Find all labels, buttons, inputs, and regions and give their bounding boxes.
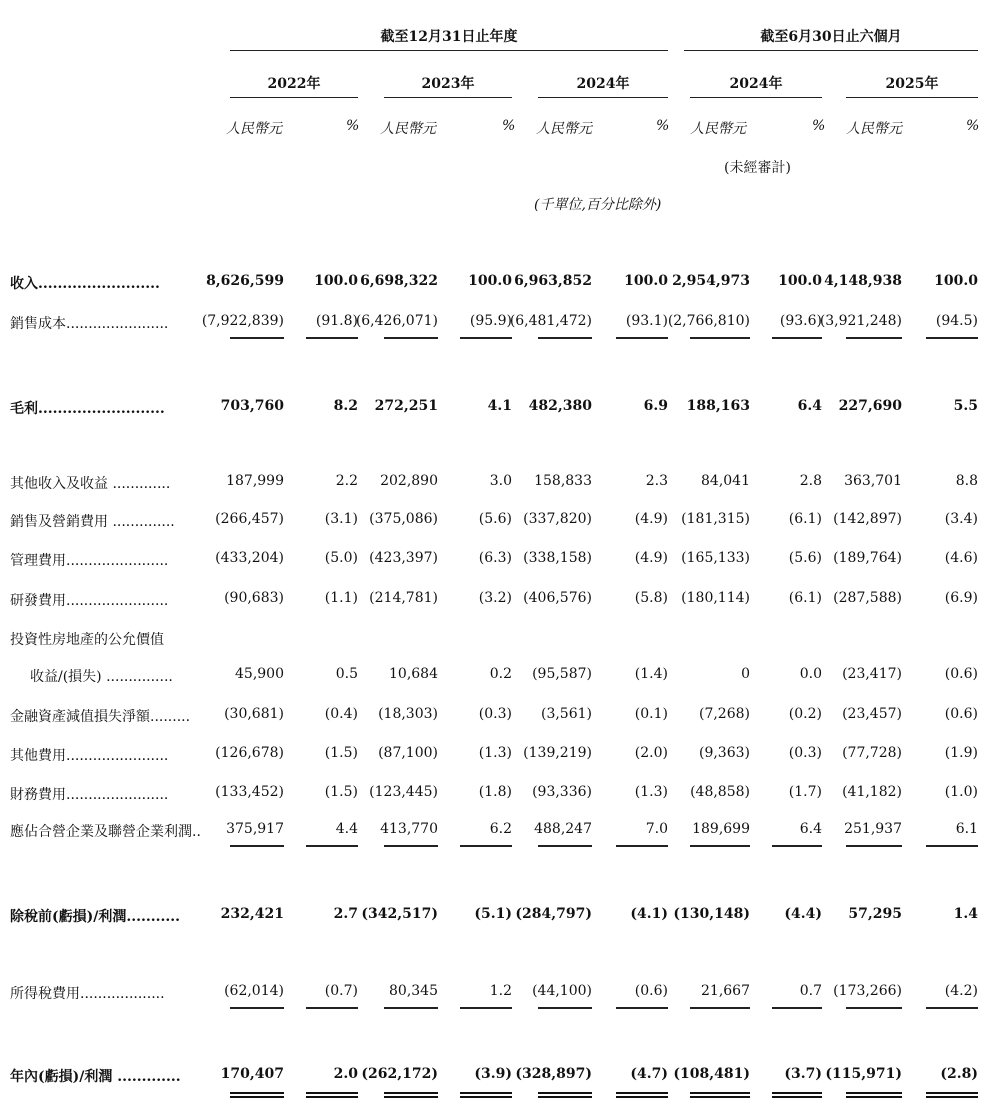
subtotal-rule	[616, 1007, 668, 1009]
unit-pct: %	[966, 118, 980, 134]
cell: (2.8)	[940, 1066, 978, 1082]
cell: 170,407	[220, 1066, 284, 1082]
row-label-profit-for-year: 年內(虧損)/利潤 .............	[10, 1069, 181, 1085]
cell: (328,897)	[515, 1066, 592, 1082]
cell: 6,698,322	[360, 273, 438, 289]
cell: (93,336)	[532, 784, 592, 800]
cell: (3.4)	[944, 511, 978, 527]
subtotal-rule	[460, 1007, 512, 1009]
cell: 2.2	[335, 473, 358, 489]
cell: (5.6)	[478, 511, 512, 527]
cell: (4.7)	[630, 1066, 668, 1082]
cell: (95,587)	[532, 666, 592, 682]
cell: 8.8	[955, 473, 978, 489]
cell: 1.2	[489, 983, 512, 999]
cell: 100.0	[624, 273, 668, 289]
year-rule	[538, 97, 668, 98]
cell: (0.3)	[788, 745, 822, 761]
cell: (3,921,248)	[819, 313, 902, 329]
cell: (87,100)	[378, 745, 438, 761]
total-double-rule	[460, 1092, 512, 1098]
cell: 6.4	[799, 821, 822, 837]
row-label-finance-costs: 財務費用.......................	[10, 787, 169, 803]
row-label-admin-expenses: 管理費用.......................	[10, 553, 169, 569]
cell: (181,315)	[681, 511, 750, 527]
thousand-note: (千單位,百分比除外)	[534, 197, 662, 213]
cell: 189,699	[692, 821, 750, 837]
cell: 3.0	[489, 473, 512, 489]
cell: 6,963,852	[514, 273, 592, 289]
cell: (375,086)	[369, 511, 438, 527]
cell: (94.5)	[935, 313, 978, 329]
cell: (189,764)	[833, 550, 902, 566]
cell: (123,445)	[369, 784, 438, 800]
cell: 6.9	[643, 398, 668, 414]
cell: 488,247	[534, 821, 592, 837]
cell: 57,295	[848, 906, 902, 922]
subtotal-rule	[306, 845, 358, 847]
cell: (9,363)	[698, 745, 750, 761]
row-label-rnd-expenses: 研發費用.......................	[10, 593, 169, 609]
cell: 251,937	[844, 821, 902, 837]
cell: (1.0)	[944, 784, 978, 800]
cell: (284,797)	[515, 906, 592, 922]
header-rule-half	[684, 50, 978, 51]
cell: (23,457)	[842, 706, 902, 722]
cell: (6,426,071)	[355, 313, 438, 329]
total-double-rule	[384, 1092, 438, 1098]
cell: (115,971)	[825, 1066, 902, 1082]
subtotal-rule	[690, 337, 750, 339]
cell: 363,701	[844, 473, 902, 489]
cell: 8,626,599	[206, 273, 284, 289]
cell: (0.3)	[478, 706, 512, 722]
unit-rmb: 人民幣元	[690, 121, 746, 137]
cell: 413,770	[380, 821, 438, 837]
cell: (3.2)	[478, 590, 512, 606]
cell: (23,417)	[842, 666, 902, 682]
cell: 100.0	[934, 273, 978, 289]
cell: 227,690	[838, 398, 902, 414]
cell: 0.0	[799, 666, 822, 682]
cell: (173,266)	[833, 983, 902, 999]
year-rule	[384, 97, 512, 98]
cell: 100.0	[314, 273, 358, 289]
cell: (1.9)	[944, 745, 978, 761]
cell: (1.8)	[478, 784, 512, 800]
subtotal-rule	[846, 845, 902, 847]
cell: (4.4)	[784, 906, 822, 922]
cell: (108,481)	[673, 1066, 750, 1082]
cell: (93.6)	[779, 313, 822, 329]
cell: 6.4	[797, 398, 822, 414]
cell: 4.1	[487, 398, 512, 414]
total-double-rule	[772, 1092, 822, 1098]
cell: (337,820)	[523, 511, 592, 527]
unit-rmb: 人民幣元	[536, 121, 592, 137]
subtotal-rule	[384, 337, 438, 339]
cell: (5.1)	[474, 906, 512, 922]
cell: (41,182)	[842, 784, 902, 800]
cell: 482,380	[528, 398, 592, 414]
row-label-income-tax: 所得稅費用...................	[10, 986, 165, 1002]
cell: (1.3)	[478, 745, 512, 761]
year-rule	[230, 97, 358, 98]
cell: 2.8	[799, 473, 822, 489]
subtotal-rule	[690, 845, 750, 847]
header-group-year: 截至12月31日止年度	[380, 29, 518, 45]
year-rule	[846, 97, 978, 98]
unit-pct: %	[346, 118, 360, 134]
year-header-2024-half: 2024年	[729, 76, 783, 92]
subtotal-rule	[230, 845, 284, 847]
subtotal-rule	[846, 1007, 902, 1009]
cell: 7.0	[645, 821, 668, 837]
subtotal-rule	[616, 845, 668, 847]
cell: (62,014)	[224, 983, 284, 999]
cell: (93.1)	[625, 313, 668, 329]
total-double-rule	[538, 1092, 592, 1098]
cell: (130,148)	[673, 906, 750, 922]
cell: (48,858)	[690, 784, 750, 800]
cell: (6.9)	[944, 590, 978, 606]
unit-rmb: 人民幣元	[380, 121, 436, 137]
total-double-rule	[306, 1092, 358, 1098]
cell: (18,303)	[378, 706, 438, 722]
cell: (1.3)	[634, 784, 668, 800]
row-label-impairment: 金融資產減值損失淨額.........	[10, 709, 191, 725]
cell: 0.5	[335, 666, 358, 682]
cell: 703,760	[220, 398, 284, 414]
row-label-cost-of-sales: 銷售成本.......................	[10, 316, 169, 332]
total-double-rule	[690, 1092, 750, 1098]
cell: 0	[741, 666, 750, 682]
cell: (6.1)	[788, 590, 822, 606]
cell: (142,897)	[833, 511, 902, 527]
cell: (342,517)	[361, 906, 438, 922]
subtotal-rule	[306, 1007, 358, 1009]
cell: 0.7	[799, 983, 822, 999]
cell: (3.1)	[324, 511, 358, 527]
subtotal-rule	[926, 845, 978, 847]
cell: 45,900	[235, 666, 284, 682]
row-label-investment-property: 收益/(損失) ...............	[30, 669, 173, 685]
cell: 100.0	[778, 273, 822, 289]
cell: (165,133)	[681, 550, 750, 566]
subtotal-rule	[538, 337, 592, 339]
cell: 21,667	[701, 983, 750, 999]
cell: (3.9)	[474, 1066, 512, 1082]
row-label-revenue: 收入.........................	[10, 276, 160, 292]
cell: (6.3)	[478, 550, 512, 566]
subtotal-rule	[772, 1007, 822, 1009]
cell: (0.2)	[788, 706, 822, 722]
subtotal-rule	[384, 1007, 438, 1009]
subtotal-rule	[384, 845, 438, 847]
cell: (6.1)	[788, 511, 822, 527]
cell: (287,588)	[833, 590, 902, 606]
cell: (44,100)	[532, 983, 592, 999]
cell: (433,204)	[215, 550, 284, 566]
cell: (180,114)	[681, 590, 750, 606]
cell: 100.0	[468, 273, 512, 289]
cell: (1.1)	[324, 590, 358, 606]
row-label-selling-expenses: 銷售及營銷費用 ..............	[10, 514, 175, 530]
cell: 2.0	[333, 1066, 358, 1082]
cell: (0.6)	[944, 666, 978, 682]
subtotal-rule	[846, 337, 902, 339]
cell: 188,163	[686, 398, 750, 414]
row-label-profit-before-tax: 除稅前(虧損)/利潤...........	[10, 909, 180, 925]
cell: (1.7)	[788, 784, 822, 800]
unit-pct: %	[502, 118, 516, 134]
cell: (2,766,810)	[667, 313, 750, 329]
cell: 80,345	[389, 983, 438, 999]
cell: 2.7	[333, 906, 358, 922]
total-double-rule	[926, 1092, 978, 1098]
subtotal-rule	[460, 845, 512, 847]
cell: (406,576)	[523, 590, 592, 606]
cell: (6,481,472)	[509, 313, 592, 329]
cell: (0.1)	[634, 706, 668, 722]
total-double-rule	[230, 1092, 284, 1098]
cell: 5.5	[953, 398, 978, 414]
cell: (7,268)	[698, 706, 750, 722]
cell: (3.7)	[784, 1066, 822, 1082]
row-label-share-of-profits: 應佔合營企業及聯營企業利潤..	[10, 824, 201, 840]
cell: (4.9)	[634, 550, 668, 566]
cell: (214,781)	[369, 590, 438, 606]
unit-pct: %	[656, 118, 670, 134]
cell: (2.0)	[634, 745, 668, 761]
cell: (338,158)	[523, 550, 592, 566]
cell: (4.9)	[634, 511, 668, 527]
cell: (0.7)	[324, 983, 358, 999]
cell: (4.2)	[944, 983, 978, 999]
subtotal-rule	[926, 337, 978, 339]
cell: (139,219)	[523, 745, 592, 761]
cell: 232,421	[220, 906, 284, 922]
cell: 2.3	[645, 473, 668, 489]
cell: (1.4)	[634, 666, 668, 682]
row-label-investment-property-line1: 投資性房地產的公允價值	[10, 632, 164, 648]
row-label-other-expenses: 其他費用.......................	[10, 748, 169, 764]
unit-pct: %	[812, 118, 826, 134]
subtotal-rule	[690, 1007, 750, 1009]
year-rule	[690, 97, 822, 98]
cell: 4.4	[335, 821, 358, 837]
cell: 0.2	[489, 666, 512, 682]
cell: (423,397)	[369, 550, 438, 566]
cell: (126,678)	[215, 745, 284, 761]
header-group-half: 截至6月30日止六個月	[760, 29, 902, 45]
unit-rmb: 人民幣元	[846, 121, 902, 137]
unaudited-note: (未經審計)	[724, 160, 791, 176]
cell: (4.1)	[630, 906, 668, 922]
cell: (1.5)	[324, 784, 358, 800]
cell: 375,917	[226, 821, 284, 837]
year-header-2025-half: 2025年	[885, 76, 939, 92]
row-label-other-income: 其他收入及收益 .............	[10, 476, 171, 492]
cell: (3,561)	[540, 706, 592, 722]
subtotal-rule	[538, 845, 592, 847]
cell: (266,457)	[215, 511, 284, 527]
cell: 6.2	[489, 821, 512, 837]
cell: (262,172)	[361, 1066, 438, 1082]
cell: 10,684	[389, 666, 438, 682]
cell: (30,681)	[224, 706, 284, 722]
cell: 2,954,973	[672, 273, 750, 289]
cell: (5.0)	[324, 550, 358, 566]
cell: 4,148,938	[824, 273, 902, 289]
cell: (5.6)	[788, 550, 822, 566]
cell: (91.8)	[315, 313, 358, 329]
subtotal-rule	[230, 337, 284, 339]
cell: 1.4	[953, 906, 978, 922]
cell: 272,251	[374, 398, 438, 414]
cell: 8.2	[333, 398, 358, 414]
subtotal-rule	[230, 1007, 284, 1009]
total-double-rule	[616, 1092, 668, 1098]
year-header-2022: 2022年	[267, 76, 321, 92]
cell: 202,890	[380, 473, 438, 489]
cell: (77,728)	[842, 745, 902, 761]
year-header-2024: 2024年	[576, 76, 630, 92]
cell: 84,041	[701, 473, 750, 489]
total-double-rule	[846, 1092, 902, 1098]
cell: (0.6)	[634, 983, 668, 999]
cell: 6.1	[955, 821, 978, 837]
cell: (7,922,839)	[201, 313, 284, 329]
subtotal-rule	[306, 337, 358, 339]
unit-rmb: 人民幣元	[226, 121, 282, 137]
subtotal-rule	[926, 1007, 978, 1009]
row-label-gross-profit: 毛利..........................	[10, 401, 165, 417]
header-rule-year	[230, 50, 668, 51]
subtotal-rule	[538, 1007, 592, 1009]
cell: (1.5)	[324, 745, 358, 761]
year-header-2023: 2023年	[421, 76, 475, 92]
cell: (90,683)	[224, 590, 284, 606]
subtotal-rule	[772, 337, 822, 339]
cell: (0.4)	[324, 706, 358, 722]
cell: (4.6)	[944, 550, 978, 566]
subtotal-rule	[616, 337, 668, 339]
cell: (0.6)	[944, 706, 978, 722]
cell: (5.8)	[634, 590, 668, 606]
subtotal-rule	[460, 337, 512, 339]
cell: 187,999	[226, 473, 284, 489]
cell: 158,833	[534, 473, 592, 489]
cell: (95.9)	[469, 313, 512, 329]
cell: (133,452)	[215, 784, 284, 800]
subtotal-rule	[772, 845, 822, 847]
